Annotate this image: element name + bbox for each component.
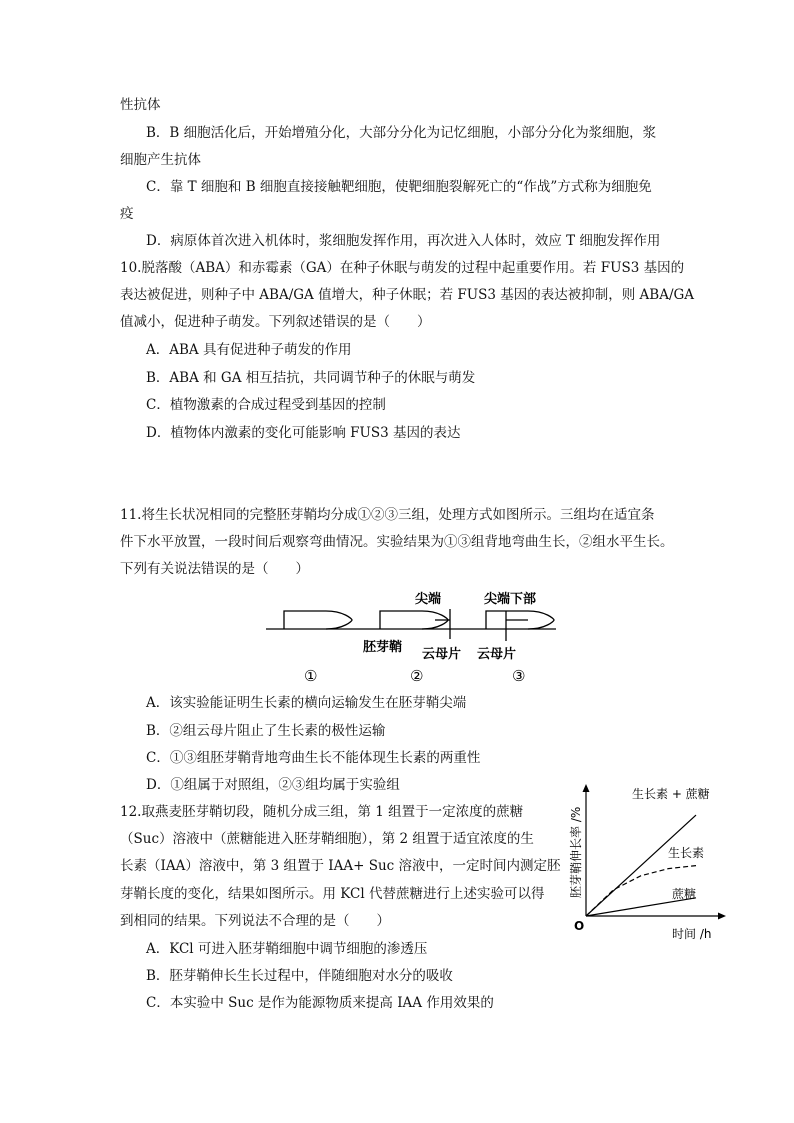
label-coleoptile: 胚芽鞘 bbox=[363, 640, 403, 655]
label-group-2: ② bbox=[410, 667, 424, 685]
q10-option-a: A．ABA 具有促进种子萌发的作用 bbox=[146, 342, 352, 358]
label-mica-2: 云母片 bbox=[422, 647, 462, 662]
q9-option-c: C．靠 T 细胞和 B 细胞直接接触靶细胞，使靶细胞裂解死亡的“作战”方式称为细胞免 bbox=[146, 179, 652, 195]
q12-option-c: C．本实验中 Suc 是作为能源物质来提高 IAA 作用效果的 bbox=[146, 995, 494, 1011]
label-below-tip: 尖端下部 bbox=[484, 592, 537, 607]
origin-label: O bbox=[574, 919, 585, 933]
series-label-3: 蔗糖 bbox=[672, 887, 697, 901]
q10-stem-1: 10.脱落酸（ABA）和赤霉素（GA）在种子休眠与萌发的过程中起重要作用。若 FUS3 基因的 bbox=[120, 260, 685, 276]
x-axis-arrow bbox=[718, 913, 726, 920]
q10-option-b: B．ABA 和 GA 相互拮抗，共同调节种子的休眠与萌发 bbox=[146, 370, 476, 386]
q12-stem-1: 12.取燕麦胚芽鞘切段，随机分成三组，第 1 组置于一定浓度的蔗糖 bbox=[120, 804, 524, 820]
q9-option-b: B．B 细胞活化后，开始增殖分化，大部分分化为记忆细胞，小部分分化为浆细胞，浆 bbox=[146, 125, 657, 141]
q12-stem-5: 到相同的结果。下列说法不合理的是（ ） bbox=[120, 913, 390, 929]
q11-stem-1: 11.将生长状况相同的完整胚芽鞘均分成①②③三组，处理方式如图所示。三组均在适宜条 bbox=[120, 507, 655, 523]
q11-option-c: C．①③组胚芽鞘背地弯曲生长不能体现生长素的两重性 bbox=[146, 750, 481, 766]
growth-chart bbox=[560, 780, 740, 940]
x-axis-label: 时间 /h bbox=[672, 927, 712, 940]
q9-option-c-cont: 疫 bbox=[120, 206, 134, 222]
q10-stem-3: 值减小，促进种子萌发。下列叙述错误的是（ ） bbox=[120, 314, 431, 330]
label-tip: 尖端 bbox=[415, 592, 442, 607]
coleoptile-1-shape bbox=[284, 611, 352, 629]
q11-stem-3: 下列有关说法错误的是（ ） bbox=[120, 561, 309, 577]
q10-stem-2: 表达被促进，则种子中 ABA/GA 值增大，种子休眠；若 FUS3 基因的表达被抑制，则 ABA/GA bbox=[120, 287, 695, 303]
series-label-1: 生长素 + 蔗糖 bbox=[632, 787, 710, 801]
q12-option-b: B．胚芽鞘伸长生长过程中，伴随细胞对水分的吸收 bbox=[146, 968, 453, 984]
q11-option-a: A．该实验能证明生长素的横向运输发生在胚芽鞘尖端 bbox=[146, 695, 467, 711]
y-axis-label: 胚芽鞘伸长率 /% bbox=[569, 806, 583, 898]
q12-stem-2: （Suc）溶液中（蔗糖能进入胚芽鞘细胞），第 2 组置于适宜浓度的生 bbox=[120, 831, 534, 847]
q10-option-d: D．植物体内激素的变化可能影响 FUS3 基因的表达 bbox=[146, 425, 461, 441]
series-label-2: 生长素 bbox=[668, 846, 705, 860]
q12-stem-4: 芽鞘长度的变化，结果如图所示。用 KCl 代替蔗糖进行上述实验可以得 bbox=[120, 886, 545, 902]
coleoptile-figure bbox=[260, 585, 560, 685]
label-group-3: ③ bbox=[512, 667, 526, 685]
label-group-1: ① bbox=[304, 667, 318, 685]
q9-option-a-cont: 性抗体 bbox=[120, 97, 161, 113]
label-mica-3: 云母片 bbox=[477, 647, 517, 662]
series-group bbox=[586, 786, 710, 916]
q9-option-b-cont: 细胞产生抗体 bbox=[120, 152, 201, 168]
q12-stem-3: 长素（IAA）溶液中，第 3 组置于 IAA+ Suc 溶液中，一定时间内测定胚 bbox=[120, 858, 561, 874]
q12-option-a: A．KCl 可进入胚芽鞘细胞中调节细胞的渗透压 bbox=[146, 941, 428, 957]
q11-stem-2: 件下水平放置，一段时间后观察弯曲情况。实验结果为①③组背地弯曲生长，②组水平生长。 bbox=[120, 534, 674, 550]
q11-option-d: D．①组属于对照组，②③组均属于实验组 bbox=[146, 777, 400, 793]
y-axis-arrow bbox=[583, 784, 590, 792]
q9-option-d: D．病原体首次进入机体时，浆细胞发挥作用，再次进入人体时，效应 T 细胞发挥作用 bbox=[146, 233, 661, 249]
q11-option-b: B．②组云母片阻止了生长素的极性运输 bbox=[146, 723, 386, 739]
q10-option-c: C．植物激素的合成过程受到基因的控制 bbox=[146, 397, 386, 413]
